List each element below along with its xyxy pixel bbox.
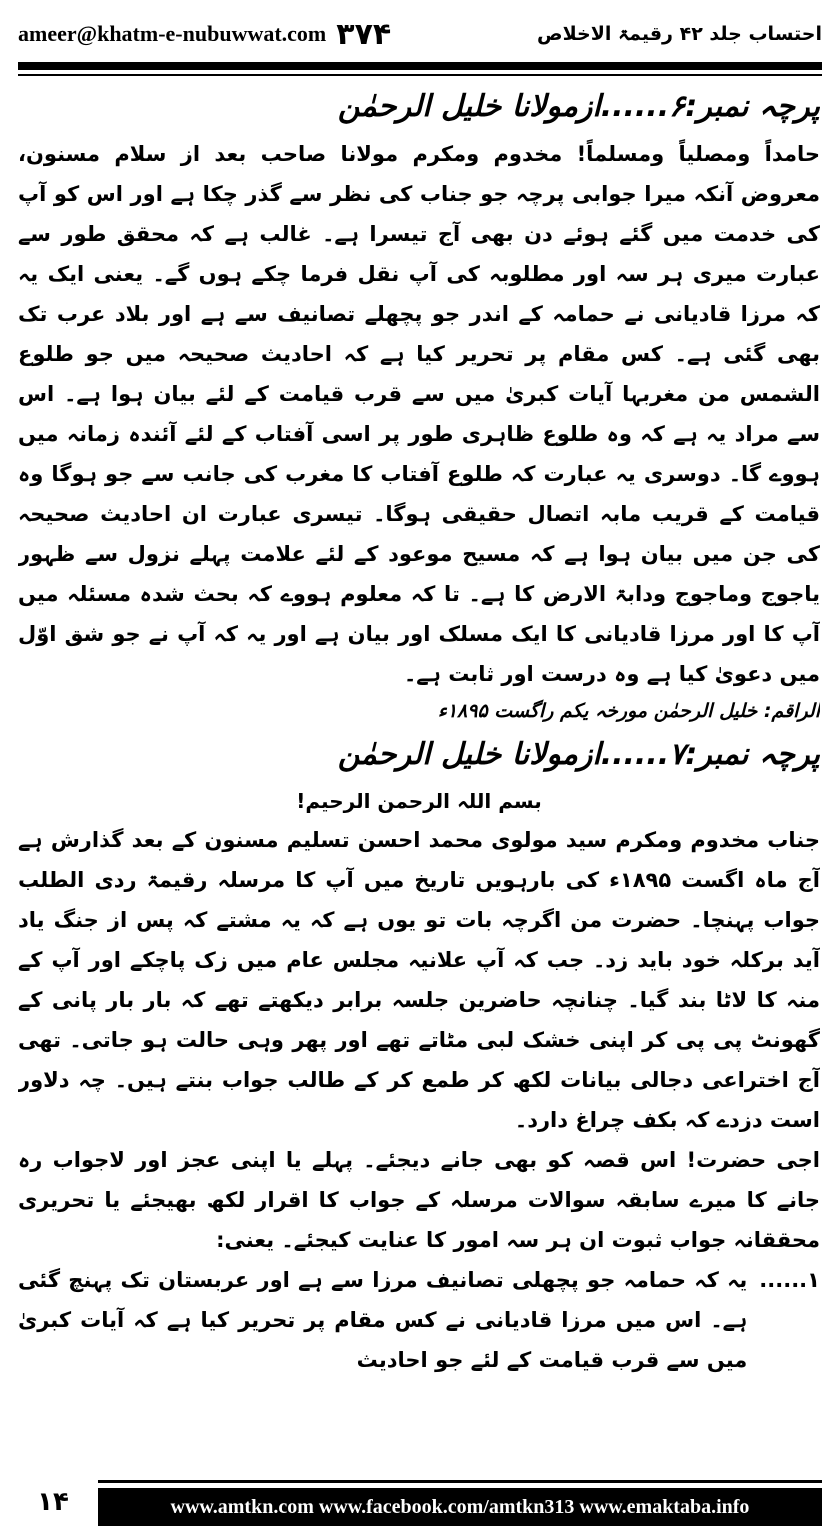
footer-urls: www.amtkn.com www.facebook.com/amtkn313 www.emaktaba.info xyxy=(98,1488,822,1526)
header-page-number: ۳۷۴ xyxy=(336,16,392,52)
page-header xyxy=(18,14,822,54)
header-divider-thick xyxy=(18,62,822,70)
page-content xyxy=(18,80,820,1460)
letter-6-body: حامداً ومصلیاً ومسلماً! مخدوم ومکرم مولانا صاحب بعد از سلام مسنون، معروض آنکہ میرا جوابی پرچہ جو جناب کی نظر سے گذر چکا ہے اور اس کو آپ کی خدمت میں گئے ہوئے دن بھی آج تیسرا ہے۔ غالب ہے کہ محقق طور سے عبارت میری ہر سہ اور مطلوبہ کی آپ نقل فرما چکے ہوں گے۔ یعنی ایک یہ کہ مرزا قادیانی نے حمامہ کے اندر جو پچھلے تصانیف سے ہے اور بلاد عرب تک بھی گئی ہے۔ کس مقام پر تحریر کیا ہے کہ احادیث صحیحہ میں جو طلوع الشمس من مغربہا آیات کبریٰ میں سے قرب قیامت کے لئے بیان ہوا ہے۔ اس سے مراد یہ ہے کہ وہ طلوع ظاہری طور پر اسی آفتاب کے لئے آئندہ زمانہ میں ہووے گا۔ دوسری یہ عبارت کہ طلوع آفتاب کا مغرب کی جانب سے جو ہوگا وہ قیامت کے قریب مابہ اتصال حقیقی ہوگا۔ تیسری عبارت ان احادیث صحیحہ کی جن میں بیان ہوا ہے کہ مسیح موعود کے لئے علامت پہلے نزول سے ظہور یاجوج وماجوج ودابۃ الارض کا ہے۔ تا کہ معلوم ہووے کہ بحث شدہ مسئلہ میں آپ کا اور مرزا قادیانی کا ایک مسلک اور بیان ہے اور یہ کہ آپ نے جو شق اوّل میں دعویٰ کیا ہے وہ درست اور ثابت ہے۔ xyxy=(18,142,820,686)
footer-page-number: ۱۴ xyxy=(37,1487,69,1517)
letter-7-body-2: اجی حضرت! اس قصہ کو بھی جانے دیجئے۔ پہلے یا اپنی عجز اور لاجواب رہ جانے کا میرے سابقہ سوالات مرسلہ کے جواب کا اقرار لکھ بھیجئے یا تحریری محققانہ جواب ثبوت ان ہر سہ امور کا عنایت کیجئے۔ یعنی: xyxy=(18,1148,820,1252)
header-divider-thin xyxy=(18,74,822,76)
bismillah: بسم اللہ الرحمن الرحیم! xyxy=(296,789,542,813)
page-footer xyxy=(18,1474,822,1526)
header-book-title: احتساب جلد ۴۲ رقیمۃ الاخلاص xyxy=(537,23,822,45)
letter-7-body-1: جناب مخدوم ومکرم سید مولوی محمد احسن تسلیم مسنون کے بعد گذارش ہے آج ماہ اگست ۱۸۹۵ء کی بارہویں تاریخ میں آپ کا مرسلہ رقیمۃ ردی الطلب جواب پہنچا۔ حضرت من اگرچہ بات تو یوں ہے کہ یہ مشتے کہ پس از جنگ یاد آید برکلہ خود باید زد۔ جب کہ آپ علانیہ مجلس عام میں زک پاچکے اور آپ کے منہ کا لاٹا بند گیا۔ چنانچہ حاضرین جلسہ برابر دیکھتے تھے کہ بار بار پانی کے گھونٹ پی پی کر اپنی خشک لبی مٹاتے تھے اور پھر وہی حالت ہو جاتی۔ تھی آج اختراعی دجالی بیانات لکھ کر طمع کر کے طالب جواب بنتے ہیں۔ چہ دلاور است دزدے کہ بکف چراغ دارد۔ xyxy=(18,828,820,1132)
header-left xyxy=(18,17,391,52)
letter-6-signature: الراقم: خلیل الرحمٰن مورخہ یکم راگست ۱۸۹۵ء xyxy=(437,700,820,722)
list-item-text: یہ کہ حمامہ جو پچھلی تصانیف مرزا سے ہے اور عربستان تک پہنچ گئی ہے۔ اس میں مرزا قادیانی نے کس مقام پر تحریر کیا ہے کہ آیات کبریٰ میں سے قرب قیامت کے لئے جو احادیث xyxy=(18,1268,748,1372)
list-item-marker: ۱...... xyxy=(759,1268,820,1292)
section-heading-7: پرچہ نمبر:۷......ازمولانا خلیل الرحمٰن xyxy=(337,737,820,772)
footer-divider xyxy=(98,1480,822,1483)
list-item xyxy=(18,1260,820,1380)
section-heading-6: پرچہ نمبر:۶......ازمولانا خلیل الرحمٰن xyxy=(337,89,820,124)
header-email: ameer@khatm-e-nubuwwat.com xyxy=(18,21,327,46)
